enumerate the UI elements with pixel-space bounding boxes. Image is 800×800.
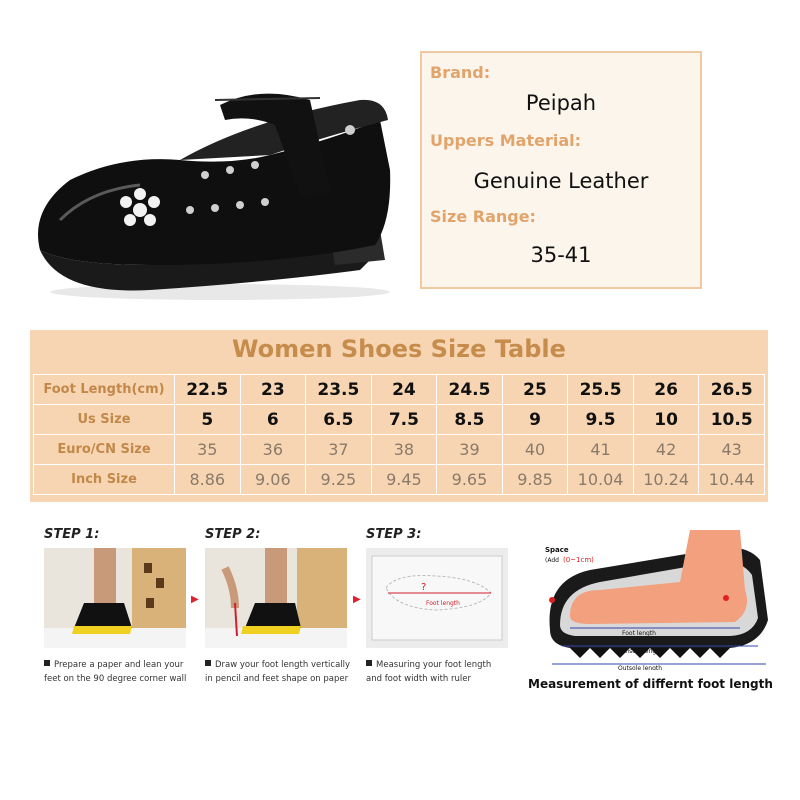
space-sub-label: (Add xyxy=(545,557,559,564)
step-2-text: Draw your foot length vertically in pencil and feet shape on paper xyxy=(205,660,351,684)
size-cell: 6.5 xyxy=(306,405,372,435)
arrow-right-icon-2: ▶ xyxy=(353,594,361,605)
foot-measurement-diagram xyxy=(530,520,770,670)
size-cell: 9.06 xyxy=(240,465,306,495)
size-cell: 7.5 xyxy=(371,405,437,435)
brand-label: Brand: xyxy=(430,63,491,82)
size-cell: 10.24 xyxy=(633,465,699,495)
space-value: (0~1cm) xyxy=(563,556,594,564)
size-cell: 23 xyxy=(240,375,306,405)
size-cell: 26.5 xyxy=(699,375,765,405)
size-cell: 25 xyxy=(502,375,568,405)
size-cell: 8.86 xyxy=(175,465,241,495)
size-row-header: Foot Length(cm) xyxy=(34,375,175,405)
size-table-row xyxy=(34,405,765,435)
size-cell: 10.5 xyxy=(699,405,765,435)
size-cell: 40 xyxy=(502,435,568,465)
size-cell: 43 xyxy=(699,435,765,465)
size-cell: 37 xyxy=(306,435,372,465)
size-cell: 26 xyxy=(633,375,699,405)
size-cell: 8.5 xyxy=(437,405,503,435)
uppers-material-value: Genuine Leather xyxy=(473,169,649,193)
step-3-image xyxy=(366,548,508,648)
size-cell: 35 xyxy=(175,435,241,465)
size-row-header: Us Size xyxy=(34,405,175,435)
size-table-row xyxy=(34,435,765,465)
step-3-paper-mark: ? xyxy=(421,582,427,593)
step-3-paper-label: Foot length xyxy=(426,600,460,607)
size-cell: 41 xyxy=(568,435,634,465)
size-cell: 9.85 xyxy=(502,465,568,495)
size-row-header: Euro/CN Size xyxy=(34,435,175,465)
space-label: Space xyxy=(545,546,569,554)
step-3-title: STEP 3: xyxy=(366,527,422,542)
step-3-text: Measuring your foot length and foot width with ruler xyxy=(366,660,492,684)
step-1-title: STEP 1: xyxy=(44,527,100,542)
size-cell: 24 xyxy=(371,375,437,405)
step-2-title: STEP 2: xyxy=(205,527,261,542)
size-table xyxy=(30,330,768,502)
size-table-row xyxy=(34,375,765,405)
size-cell: 9.45 xyxy=(371,465,437,495)
size-range-value: 35-41 xyxy=(530,243,592,267)
size-cell: 9.25 xyxy=(306,465,372,495)
size-cell: 10.04 xyxy=(568,465,634,495)
size-cell: 25.5 xyxy=(568,375,634,405)
size-table-grid xyxy=(33,374,765,495)
size-cell: 6 xyxy=(240,405,306,435)
size-cell: 22.5 xyxy=(175,375,241,405)
step-1-image xyxy=(44,548,186,648)
brand-value: Peipah xyxy=(525,91,597,115)
shoe-product-image xyxy=(30,60,400,310)
measurement-caption: Measurement of differnt foot length xyxy=(528,677,773,691)
size-cell: 23.5 xyxy=(306,375,372,405)
size-cell: 36 xyxy=(240,435,306,465)
step-2-image xyxy=(205,548,347,648)
arrow-right-icon: ▶ xyxy=(191,594,199,605)
size-cell: 42 xyxy=(633,435,699,465)
size-range-label: Size Range: xyxy=(430,207,536,226)
foot-length-label: Foot length xyxy=(622,630,656,637)
product-info-box xyxy=(420,51,702,289)
size-table-title: Women Shoes Size Table xyxy=(232,335,566,363)
size-cell: 9 xyxy=(502,405,568,435)
size-cell: 24.5 xyxy=(437,375,503,405)
size-row-header: Inch Size xyxy=(34,465,175,495)
outsole-length-label: Outsole length xyxy=(618,665,663,670)
insole-length-label: Lnsole length xyxy=(622,648,663,655)
size-cell: 9.65 xyxy=(437,465,503,495)
step-1-text: Prepare a paper and lean your feet on the 90 degree corner wall xyxy=(44,660,187,684)
size-cell: 10 xyxy=(633,405,699,435)
uppers-material-label: Uppers Material: xyxy=(430,131,582,150)
size-cell: 39 xyxy=(437,435,503,465)
size-cell: 5 xyxy=(175,405,241,435)
size-cell: 9.5 xyxy=(568,405,634,435)
size-cell: 38 xyxy=(371,435,437,465)
size-table-row xyxy=(34,465,765,495)
size-cell: 10.44 xyxy=(699,465,765,495)
